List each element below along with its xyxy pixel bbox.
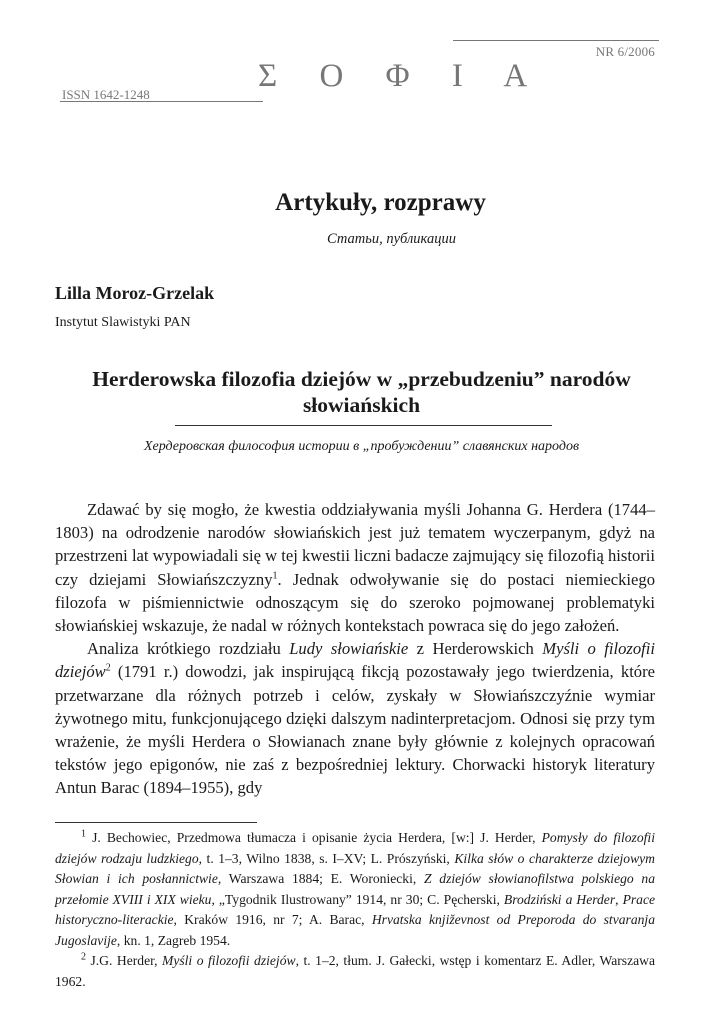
p1-text-a: Zdawać by się mogło, że kwestia oddziaływania myśli Johanna G. Herdera (1744–1803) na odrodzenie narodów słowiańskich jest już tematem wyczerpanym, gdyż na przestrzeni lat wypowiadali się w tej kwestii liczni badacze zajmujący się filozofią historii czy dziejami Słowiańszczyzny [55, 500, 655, 589]
fn1-part: , Warszawa 1884; E. Woroniecki, [217, 871, 424, 886]
article-title-line1: Herderowska filozofia dziejów w „przebudzeniu” narodów [92, 367, 631, 391]
author-name: Lilla Moroz-Grzelak [55, 283, 215, 303]
fn1-italic: Prace historyczno-literackie [55, 891, 656, 927]
fn1-part: , [615, 891, 623, 907]
p2-text-c: z Herderowskich [408, 639, 543, 659]
title-rule [175, 425, 552, 426]
fn1-part: , kn. 1, Zagreb 1954. [116, 932, 231, 948]
fn2-part: J.G. Herder, [86, 953, 162, 968]
article-title [40, 366, 683, 418]
p2-italic-title-2: Myśli o filozofii dziejów [55, 639, 655, 682]
article-title-line2: słowiańskich [302, 393, 421, 417]
fn1-italic: Brodziński a Herder [503, 891, 616, 907]
footnote-ref-1: 1 [272, 570, 278, 582]
fn1-italic: Z dziejów słowianofilstwa polskiego na przełomie XVIII i XIX wieku [55, 871, 656, 907]
article-body [55, 498, 655, 800]
footnote-1-number: 1 [81, 828, 86, 840]
fn1-part: , Kraków 1916, nr 7; A. Barac, [173, 912, 372, 927]
fn1-part: J. Bechowiec, Przedmowa tłumacza i opisanie życia Herdera, [w:] J. Herder, [86, 830, 542, 845]
article-title-russian: Хердеровская философия истории в „пробуждении” славянских народов [143, 439, 580, 454]
footnote-2 [55, 951, 655, 992]
fn1-italic: Pomysły do filozofii dziejów rodzaju ludzkiego [55, 830, 655, 866]
p1-text-b: . Jednak odwoływanie się do postaci niemieckiego filozofa w piśmiennictwie odnoszącym się do szeroko pojmowanej problematyki słowiańskiej wskazuje, że nadal w różnych kontekstach powraca się do jego założeń. [55, 569, 656, 636]
header-rule-left [60, 101, 263, 102]
fn2-part: , t. 1–2, tłum. J. Gałecki, wstęp i komentarz E. Adler, Warszawa 1962. [55, 953, 655, 989]
issn: ISSN 1642-1248 [62, 87, 150, 102]
p2-text-e: (1791 r.) dowodzi, jak inspirującą fikcją pozostawały jego twierdzenia, które przetwarzane dla różnych potrzeb i celów, zyskały w Słowiańszczyźnie wymiar żywotnego mitu, funkcjonującego dzięki dalszym nadinterpretacjom. Odnosi się przy tym wrażenie, że myśli Herdera o Słowianach znane były głównie z kolejnych opracowań tekstów jego epigonów, nie zaś z bezpośredniej lektury. Chorwacki historyk literatury Antun Barac (1894–1955), gdy [55, 662, 655, 798]
fn2-italic: Myśli o filozofii dziejów [162, 953, 296, 968]
p2-italic-title-1: Ludy słowiańskie [289, 639, 409, 659]
journal-title: Σ Ο Φ Ι Α [258, 58, 545, 94]
p2-text-a: Analiza krótkiego rozdziału [87, 639, 290, 659]
footnote-1 [55, 828, 655, 951]
fn1-italic: Hrvatska književnost od Preporoda do stvaranja Jugoslavije [55, 912, 655, 948]
fn1-part: , t. 1–3, Wilno 1838, s. I–XV; L. Prószyński, [198, 850, 455, 866]
footnotes [55, 828, 655, 992]
header-rule-right [453, 40, 659, 41]
footnote-ref-2: 2 [105, 662, 111, 674]
issue-number: NR 6/2006 [595, 44, 655, 59]
fn1-italic: Kilka słów o charakterze dziejowym Słowian i ich posłannictwie [55, 850, 655, 886]
paragraph-1 [55, 498, 655, 637]
author-affiliation: Instytut Slawistyki PAN [55, 315, 191, 330]
paragraph-2 [55, 637, 655, 799]
footnote-rule [55, 822, 257, 823]
fn1-part: , „Tygodnik Ilustrowany” 1914, nr 30; C. Pęcherski, [211, 891, 504, 907]
section-title: Artykuły, rozprawy [275, 189, 486, 216]
section-subtitle: Статьи, публикации [327, 231, 456, 247]
footnote-2-number: 2 [81, 951, 86, 963]
